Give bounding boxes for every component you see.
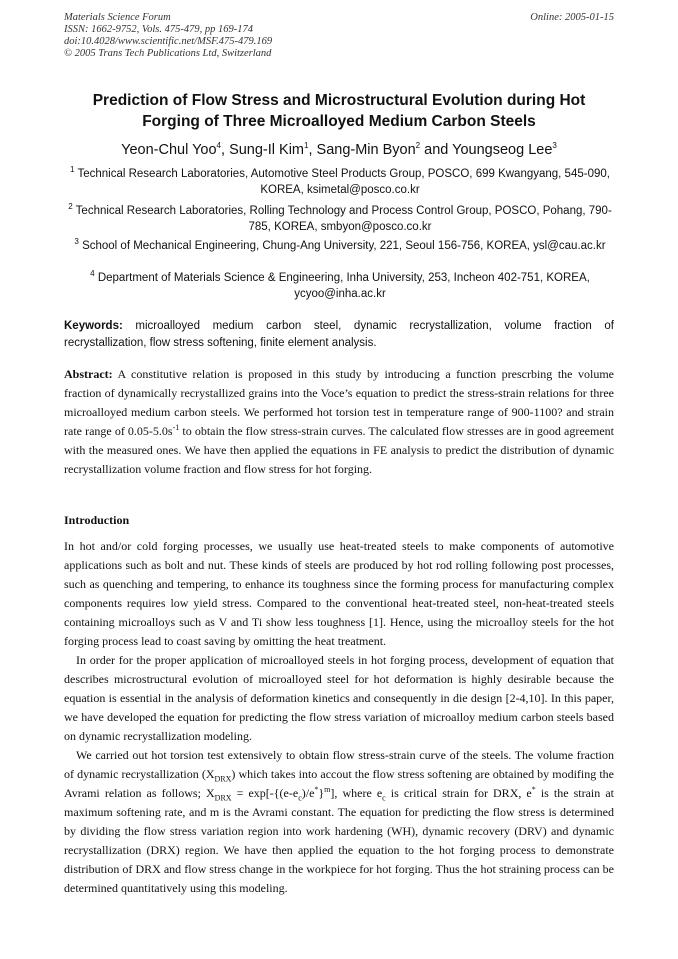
affiliation-number: 3 — [74, 237, 79, 247]
abstract-superscript: -1 — [172, 423, 180, 432]
author-affil-mark: 4 — [216, 141, 221, 151]
abstract-label: Abstract: — [64, 367, 113, 381]
affiliation — [60, 166, 620, 198]
text-run: ) which takes into accout the flow stress softening are obtained by modifing the Avrami relation as follows; X — [64, 767, 614, 800]
issn-line: ISSN: 1662-9752, Vols. 475-479, pp 169-174 — [64, 24, 253, 35]
affiliation — [60, 238, 620, 254]
subscript: c — [382, 793, 386, 803]
paragraph: In hot and/or cold forging processes, we usually use heat-treated steels to make components of automotive applications such as bolt and nut. These kinds of steels are produced by hot rod rolling following post processes, such as quenching and tempering, to enhance its toughness since the forming process for manufacturing complex components requires low yield stress. Compared to the conventional heat-treated steel, non-heat-treated steels containing microalloys such as V and Ti show less toughness [1]. Hence, using the microalloy steels for the hot forging process lead to coast saving by omitting the heat treatment. — [64, 539, 614, 648]
paragraph: In order for the proper application of microalloyed steels in hot forging process, development of equation that describes microstructural evolution of microalloyed steel for hot deformation is highly desirable because the equation is essential in the analysis of deformation kinetics and consequently in die design [2-4,10]. In this paper, we have developed the equation for predicting the flow stress variation of microalloy medium carbon steels based on dynamic recrystallization modeling. — [64, 653, 614, 743]
title-line: Forging of Three Microalloyed Medium Carbon Steels — [142, 113, 536, 130]
superscript: * — [314, 785, 319, 794]
author-list: Yeon-Chul Yoo$^4$, Sung-Il Kim$^1$, Sang-Min Byon$^2$ and Youngseog Lee$^3$ — [121, 141, 557, 158]
author-affil-mark: 1 — [304, 141, 309, 151]
keywords — [64, 318, 614, 352]
affiliation-number: 4 — [90, 269, 95, 279]
text-run: is the strain at maximum softening rate, and m is the Avrami constant. The equation for predicting the flow stress is determined by dividing the flow stress variation region into work hardening (WH), dynamic recovery (DRV) and dynamic recrystallization (DRX) region. We have then applied the equation to the hot forging process to demonstrate distribution of DRX and flow stress change in the workpiece for hot forging. Thus the hot straining process can be determined quantitatively using this modeling. — [64, 786, 614, 895]
author-name: Sang-Min Byon — [316, 142, 416, 158]
title-line: Prediction of Flow Stress and Microstructural Evolution during Hot — [92, 92, 586, 109]
affiliation-number: 1 — [70, 165, 75, 175]
abstract-text: to obtain the flow stress-strain curves. The calculated flow stresses are in good agreement with the measured ones. We have then applied the equations in FE analysis to predict the distribution of dynamic recrystallization volume fraction and flow stress for hot forging. — [64, 424, 615, 476]
journal-name: Materials Science Forum — [64, 12, 171, 23]
abstract — [64, 365, 614, 479]
author-name: Yeon-Chul Yoo — [121, 142, 217, 158]
abstract-text: A constitutive relation is proposed in this study by introducing a function prescrbing the volume fraction of dynamically recrystallized grains into the Voce’s equation to predict the stress-strain relations for three microalloyed medium carbon steels. We performed hot torsion test in temperature range of 900-1100? and strain rate range of 0.05-5.0s — [64, 367, 614, 438]
text-run: is critical strain for DRX, e — [385, 786, 532, 800]
journal-header — [64, 12, 272, 60]
author-name: Sung-Il Kim — [229, 142, 305, 158]
text-run: ], where e — [330, 786, 383, 800]
affiliation-text: Department of Materials Science & Engineering, Inha University, 253, Incheon 402-751, KOREA, ycyoo@inha.ac.kr — [97, 272, 590, 300]
keywords-text: microalloyed medium carbon steel, dynamic recrystallization, volume fraction of recrystallization, flow stress softening, finite element analysis. — [64, 320, 614, 349]
affiliation-number: 2 — [68, 202, 73, 212]
doi-line[interactable]: doi:10.4028/www.scientific.net/MSF.475-479.169 — [64, 36, 273, 47]
author-conjunction: and — [424, 142, 449, 158]
keywords-label: Keywords: — [64, 320, 123, 332]
text-run: = exp[-{(e-e — [231, 786, 299, 800]
copyright-line: © 2005 Trans Tech Publications Ltd, Switzerland — [64, 48, 272, 59]
subscript: c — [298, 793, 302, 803]
text-run: )/e — [301, 786, 315, 800]
text-run: } — [318, 786, 325, 800]
section-heading: Introduction — [64, 513, 130, 527]
paper-title — [40, 90, 638, 132]
paragraph — [64, 746, 614, 898]
introduction-body — [64, 537, 614, 898]
author-affil-mark: 2 — [415, 141, 421, 151]
superscript: * — [531, 785, 536, 794]
text-run: We carried out hot torsion test extensively to obtain flow stress-strain curve of the steels. The volume fraction of dynamic recrystallization (X — [64, 748, 614, 781]
online-date: Online: 2005-01-15 — [530, 12, 614, 23]
superscript: m — [324, 785, 331, 794]
subscript: DRX — [214, 793, 232, 803]
affiliation-text: Technical Research Laboratories, Automotive Steel Products Group, POSCO, 699 Kwangyang, 545-090, KOREA, ksimetal@posco.co.kr — [77, 168, 610, 196]
affiliation-text: School of Mechanical Engineering, Chung-Ang University, 221, Seoul 156-756, KOREA, ysl@cau.ac.kr — [82, 240, 606, 252]
affiliation — [60, 270, 620, 302]
subscript: DRX — [214, 774, 232, 784]
author-affil-mark: 3 — [552, 141, 557, 151]
author-name: Youngseog Lee — [452, 142, 553, 158]
affiliation-text: Technical Research Laboratories, Rolling Technology and Process Control Group, POSCO, Pohang, 790-785, KOREA, smbyon@posco.co.kr — [75, 205, 612, 233]
affiliation — [60, 203, 620, 235]
